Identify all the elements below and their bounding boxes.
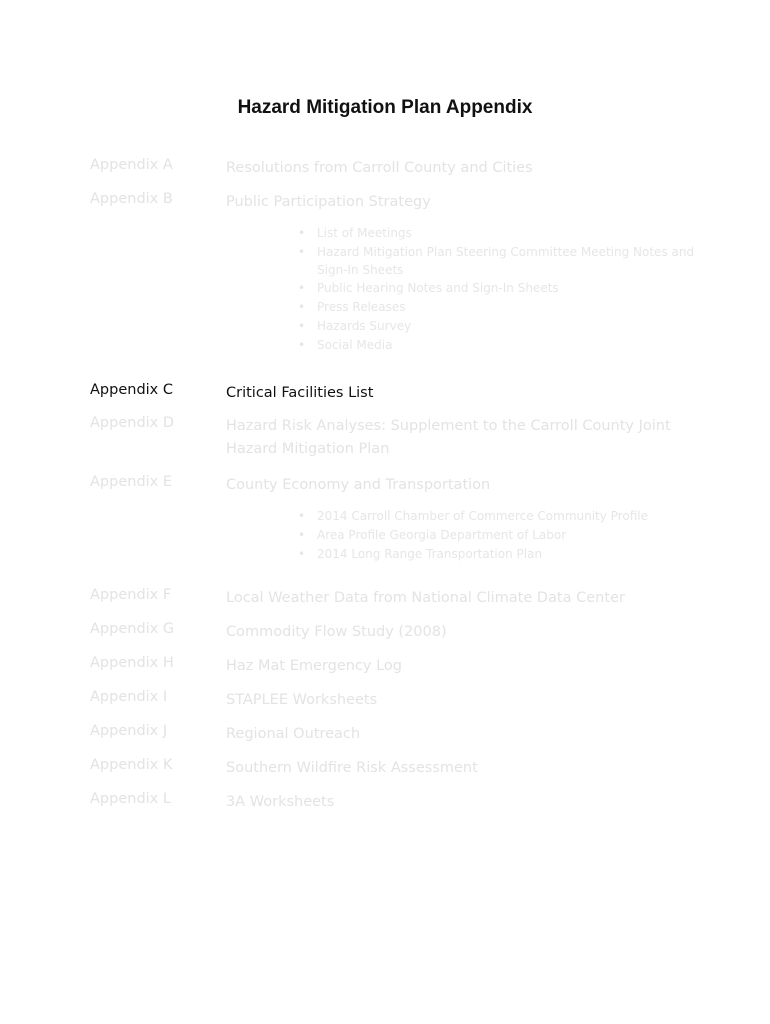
- appendix-label: Appendix A: [90, 157, 173, 173]
- list-item: • Area Profile Georgia Department of Labor: [298, 526, 698, 545]
- bullet-icon: •: [298, 509, 306, 523]
- list-item: • Press Releases: [298, 298, 698, 317]
- list-item: • 2014 Long Range Transportation Plan: [298, 545, 698, 564]
- bullet-icon: •: [298, 338, 306, 352]
- appendix-label: Appendix D: [90, 415, 175, 431]
- appendix-description: Critical Facilities List: [226, 385, 374, 401]
- appendix-description: Local Weather Data from National Climate Data Center: [226, 590, 625, 606]
- appendix-label: Appendix E: [90, 474, 173, 490]
- appendix-description: Public Participation Strategy: [226, 194, 431, 210]
- appendix-label: Appendix G: [90, 621, 175, 637]
- appendix-description: Southern Wildfire Risk Assessment: [226, 760, 478, 776]
- appendix-label: Appendix H: [90, 655, 174, 671]
- appendix-description: Resolutions from Carroll County and Cities: [226, 160, 533, 176]
- bullet-icon: •: [298, 528, 306, 542]
- list-item: • 2014 Carroll Chamber of Commerce Community Profile: [298, 507, 698, 526]
- appendix-label: Appendix F: [90, 587, 172, 603]
- appendix-description: Commodity Flow Study (2008): [226, 624, 447, 640]
- list-item: • Public Hearing Notes and Sign-In Sheets: [298, 279, 698, 298]
- appendix-label: Appendix L: [90, 791, 171, 807]
- appendix-label: Appendix I: [90, 689, 168, 705]
- appendix-label: Appendix K: [90, 757, 173, 773]
- bullet-icon: •: [298, 281, 306, 295]
- appendix-description: County Economy and Transportation: [226, 477, 491, 493]
- appendix-b-bullet-list: [298, 224, 698, 355]
- appendix-description: Haz Mat Emergency Log: [226, 658, 402, 674]
- bullet-icon: •: [298, 226, 306, 240]
- bullet-icon: •: [298, 300, 306, 314]
- appendix-e-bullet-list: [298, 507, 698, 564]
- appendix-description: 3A Worksheets: [226, 794, 335, 810]
- appendix-description: Regional Outreach: [226, 726, 361, 742]
- bullet-icon: •: [298, 319, 306, 333]
- page-title: Hazard Mitigation Plan Appendix: [237, 97, 533, 118]
- list-item: • Social Media: [298, 336, 698, 355]
- appendix-description: Hazard Risk Analyses: Supplement to the Carroll County Joint Hazard Mitigation Plan: [226, 418, 671, 457]
- appendix-description: STAPLEE Worksheets: [226, 692, 378, 708]
- list-item: • Hazard Mitigation Plan Steering Committee Meeting Notes and Sign-In Sheets: [298, 245, 695, 277]
- list-item: • Hazards Survey: [298, 317, 698, 336]
- bullet-icon: •: [298, 547, 306, 561]
- appendix-label: Appendix J: [90, 723, 168, 739]
- appendix-label: Appendix B: [90, 191, 173, 207]
- bullet-icon: •: [298, 245, 306, 259]
- appendix-label: Appendix C: [90, 382, 173, 398]
- list-item: • List of Meetings: [298, 224, 698, 243]
